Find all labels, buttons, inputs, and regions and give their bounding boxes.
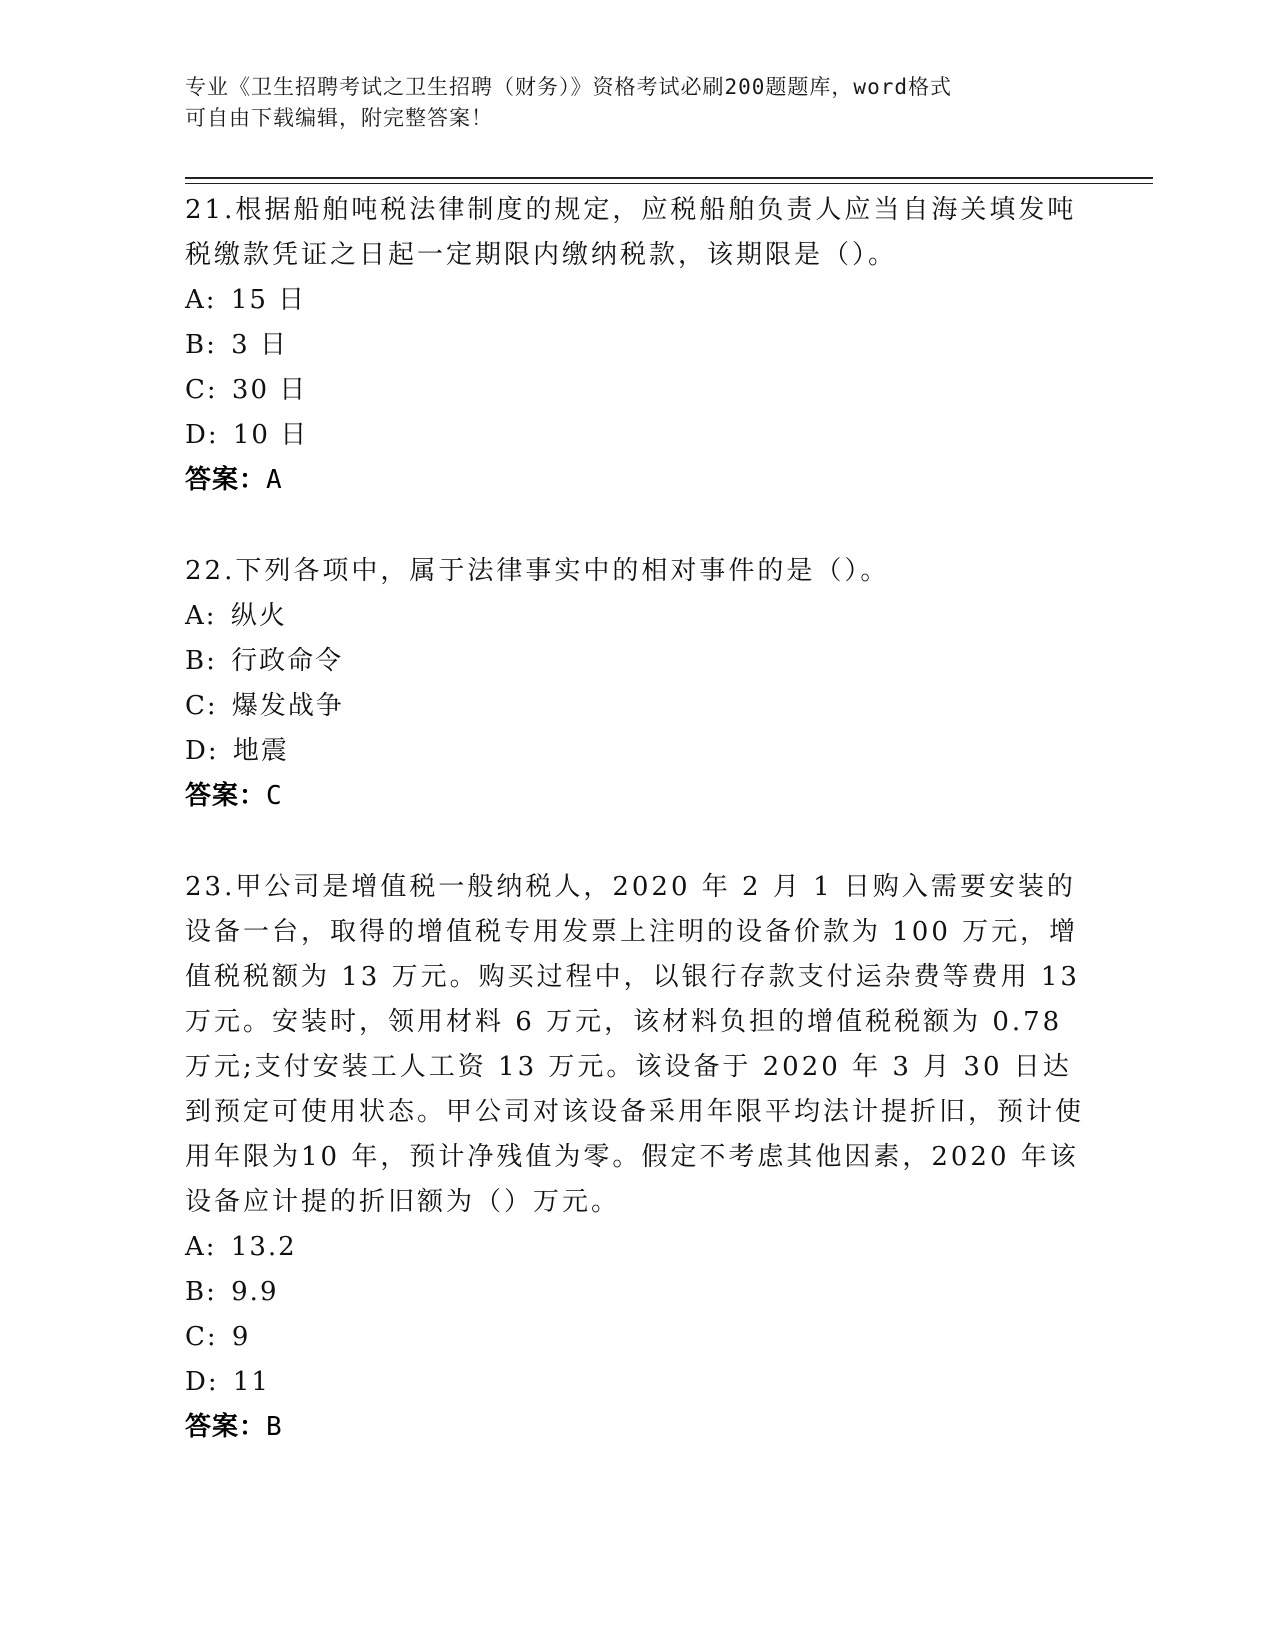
option-text: 11 xyxy=(232,1367,270,1397)
option-b xyxy=(185,639,1085,684)
answer-value: B xyxy=(266,1412,283,1442)
option-d xyxy=(185,413,1085,458)
option-letter: D: xyxy=(185,420,219,450)
option-d xyxy=(185,729,1085,774)
header-line-1: 专业《卫生招聘考试之卫生招聘（财务）》资格考试必刷200题题库，word格式 xyxy=(185,75,952,99)
option-letter: B: xyxy=(185,1277,217,1307)
option-text: 30 日 xyxy=(231,375,308,405)
option-a xyxy=(185,1225,1085,1270)
question-list xyxy=(185,188,1085,1496)
option-letter: D: xyxy=(185,1367,219,1397)
answer-value: C xyxy=(266,781,283,811)
answer-label: 答案： xyxy=(185,1412,267,1442)
question-text: 22.下列各项中，属于法律事实中的相对事件的是（）。 xyxy=(185,556,890,586)
option-text: 爆发战争 xyxy=(231,691,344,721)
option-a xyxy=(185,594,1085,639)
option-letter: A: xyxy=(185,601,217,631)
option-text: 10 日 xyxy=(232,420,309,450)
option-text: 行政命令 xyxy=(231,646,344,676)
option-text: 9.9 xyxy=(231,1277,279,1307)
answer-line xyxy=(185,458,1085,503)
answer-label: 答案： xyxy=(185,781,267,811)
option-a xyxy=(185,278,1085,323)
option-c xyxy=(185,368,1085,413)
answer-value: A xyxy=(266,465,283,495)
option-letter: C: xyxy=(185,691,218,721)
option-letter: D: xyxy=(185,736,219,766)
option-text: 地震 xyxy=(232,736,289,766)
option-b xyxy=(185,323,1085,368)
option-letter: A: xyxy=(185,285,217,315)
option-letter: B: xyxy=(185,330,217,360)
header-divider-thin xyxy=(185,183,1153,184)
option-text: 9 xyxy=(231,1322,251,1352)
question-23 xyxy=(185,865,1085,1450)
header-divider-thick xyxy=(185,177,1153,179)
question-text: 23.甲公司是增值税一般纳税人，2020 年 2 月 1 日购入需要安装的设备一台，取得的增值税专用发票上注明的设备价款为 100 万元，增值税税额为 13 万元。购买过程中，以银行存款支付运杂费等费用 13 万元。安装时，领用材料 6 万元，该材料负担的增值税税额为 0.78 万元;支付安装工人工资 13 万元。该设备于 2020 年 3 月 30 日达到预定可使用状态。甲公司对该设备采用年限平均法计提折旧，预计使用年限为10 年，预计净残值为零。假定不考虑其他因素，2020 年该设备应计提的折旧额为（）万元。 xyxy=(185,872,1085,1217)
header-line-2: 可自由下载编辑，附完整答案！ xyxy=(185,106,493,130)
question-21 xyxy=(185,188,1085,503)
option-letter: A: xyxy=(185,1232,217,1262)
option-letter: C: xyxy=(185,1322,218,1352)
option-c xyxy=(185,1315,1085,1360)
option-text: 纵火 xyxy=(230,601,287,631)
option-text: 15 日 xyxy=(230,285,307,315)
answer-line xyxy=(185,1405,1085,1450)
option-letter: C: xyxy=(185,375,218,405)
option-text: 13.2 xyxy=(230,1232,297,1262)
document-header xyxy=(185,72,1075,134)
answer-label: 答案： xyxy=(185,465,267,495)
question-text: 21.根据船舶吨税法律制度的规定，应税船舶负责人应当自海关填发吨税缴款凭证之日起一定期限内缴纳税款，该期限是（）。 xyxy=(185,195,1077,270)
answer-line xyxy=(185,774,1085,819)
option-text: 3 日 xyxy=(231,330,288,360)
option-c xyxy=(185,684,1085,729)
option-d xyxy=(185,1360,1085,1405)
question-22 xyxy=(185,549,1085,819)
option-b xyxy=(185,1270,1085,1315)
option-letter: B: xyxy=(185,646,217,676)
